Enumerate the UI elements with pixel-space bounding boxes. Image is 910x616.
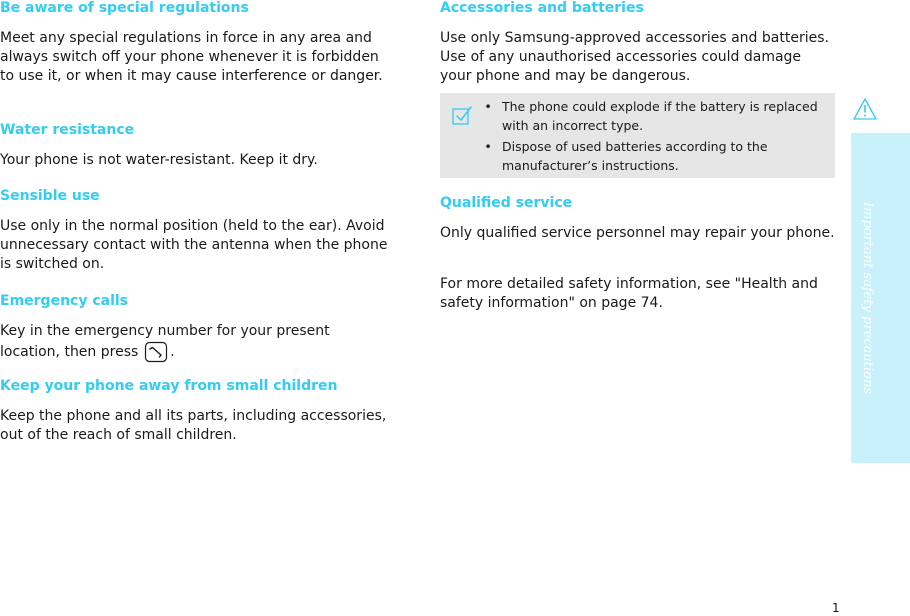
section-heading-emergency-calls: Emergency calls [0,293,129,309]
battery-note-box [440,93,835,178]
section-body-qualified-service: Only qualified service personnel may repair your phone. [440,225,835,241]
section-heading-qualified-service: Qualified service [440,195,573,211]
section-body-sensible-use: Use only in the normal position (held to the ear). Avoid unnecessary contact with the antenna when the phone is switched on. [0,218,388,272]
page-number: 1 [832,601,840,615]
note-item: • The phone could explode if the battery is replaced with an incorrect type. [484,99,818,133]
chapter-title: Important safety precautions [860,201,875,395]
section-body-more-info: For more detailed safety information, see "Health and safety information" on page 74. [440,276,818,311]
warning-triangle-icon [852,97,878,121]
note-item: • Dispose of used batteries according to the manufacturer’s instructions. [484,139,768,173]
section-body-small-children: Keep the phone and all its parts, including accessories, out of the reach of small children. [0,408,387,443]
section-heading-sensible-use: Sensible use [0,188,100,204]
section-heading-accessories: Accessories and batteries [440,0,644,16]
section-heading-small-children: Keep your phone away from small children [0,378,338,394]
section-heading-water-resistance: Water resistance [0,122,135,138]
send-key-icon [144,341,168,363]
section-body-water-resistance: Your phone is not water-resistant. Keep it dry. [0,152,318,168]
section-heading-special-regulations: Be aware of special regulations [0,0,249,16]
note-list [474,97,829,177]
section-body-emergency-calls [0,322,392,363]
section-body-accessories: Use only Samsung-approved accessories and batteries. Use of any unauthorised accessories could damage your phone and may be dangerous. [440,30,829,84]
checkmark-note-icon [452,105,472,125]
emergency-text-end: . [170,344,175,360]
emergency-text: Key in the emergency number for your present location, then press [0,323,330,360]
section-body-special-regulations: Meet any special regulations in force in any area and always switch off your phone whenever it is forbidden to use it, or when it may cause interference or danger. [0,30,383,84]
